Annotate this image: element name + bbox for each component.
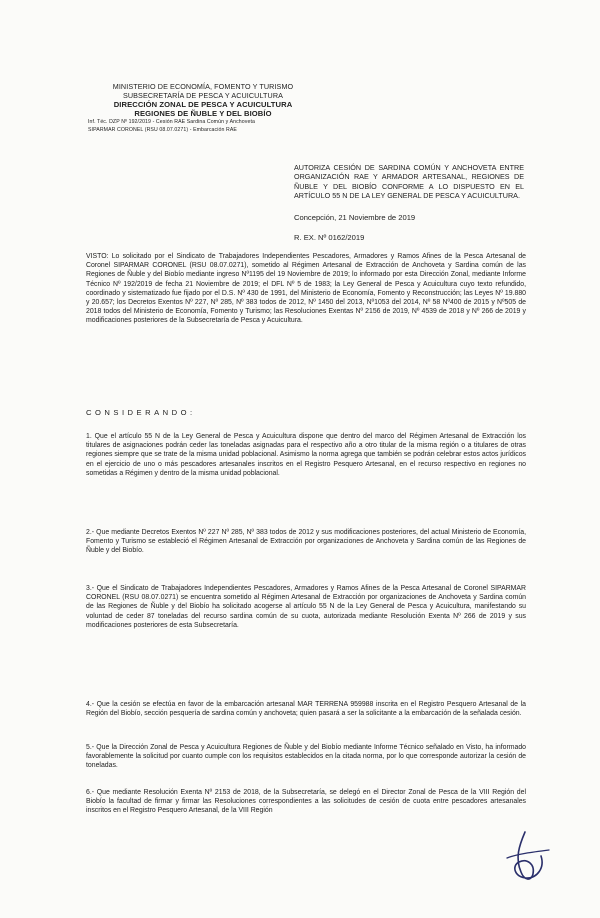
letterhead-reference-2: SIPARMAR CORONEL (RSU 08.07.0271) - Embarcación RAE <box>88 126 237 133</box>
considerando-4: 4.- Que la cesión se efectúa en favor de la embarcación artesanal MAR TERRENA 959988 inscrita en el Registro Pesquero Artesanal de la Región del Biobío, sección pesquería de sardina común y anchoveta; quien pasará a ser la solicitante a la embarcación de la señalada cesión. <box>86 701 526 718</box>
considerando-3: 3.- Que el Sindicato de Trabajadores Independientes Pescadores, Armadores y Ramos Afines de la Pesca Artesanal de Coronel SIPARMAR CORONEL (RSU 08.07.0271) se encuentra sometido al Régimen Artesanal de Extracción por organizaciones de Anchoveta y Sardina común de las Regiones de Ñuble y del Biobío ha solicitado acogerse al artículo 55 N de la Ley General de Pesca y Acuicultura, manifestando su voluntad de ceder 87 toneladas del recurso sardina común de su cuota, autorizada mediante Resolución Exenta Nº 266 de 2019 y sus modificaciones posteriores de esta Subsecretaría. <box>86 585 526 629</box>
letterhead-direction: DIRECCIÓN ZONAL DE PESCA Y ACUICULTURA <box>113 100 293 109</box>
considerando-2: 2.- Que mediante Decretos Exentos Nº 227 Nº 285, Nº 383 todos de 2012 y sus modificaciones posteriores, del actual Ministerio de Economía, Fomento y Turismo se estableció el Régimen Artesanal de Extracción por organizaciones de Anchoveta y Sardina común de las Regiones de Ñuble y del Biobío. <box>86 529 526 555</box>
resolution-subject: AUTORIZA CESIÓN DE SARDINA COMÚN Y ANCHOVETA ENTRE ORGANIZACIÓN RAE Y ARMADOR ARTESANAL, REGIONES DE ÑUBLE Y DEL BIOBÍO CONFORME A LO DISPUESTO EN EL ARTÍCULO 55 N DE LA LEY GENERAL DE PESCA Y ACUICULTURA. <box>294 163 524 200</box>
handwritten-signature <box>497 828 557 888</box>
letterhead-regions: REGIONES DE ÑUBLE Y DEL BIOBÍO <box>134 109 272 118</box>
resolution-number: R. EX. Nº 0162/2019 <box>294 233 365 242</box>
letterhead <box>88 82 318 133</box>
considerando-1: 1. Que el artículo 55 N de la Ley General de Pesca y Acuicultura dispone que dentro del marco del Régimen Artesanal de Extracción los titulares de asignaciones podrán ceder las toneladas asignadas para el respectivo año a otro titular de la misma región o a titulares de otras regiones siempre que se trate de la misma unidad poblacional. Asimismo la norma agrega que también se podrán celebrar estos actos jurídicos en el ejercicio de uno o más pescadores artesanales inscritos en el Registro Pesquero Artesanal, en el recurso respectivo en regiones no sometidas a Régimen y dentro de la misma unidad poblacional. <box>86 433 526 477</box>
considerando-heading: CONSIDERANDO: <box>86 408 196 417</box>
letterhead-reference-1: Inf. Téc. DZP Nº 192/2019 - Cesión RAE Sardina Común y Anchoveta <box>88 119 255 125</box>
considerando-6: 6.- Que mediante Resolución Exenta Nº 2153 de 2018, de la Subsecretaría, se delegó en el Director Zonal de Pesca de la VIII Región del Biobío la facultad de firmar y firmar las Resoluciones correspondientes a las solicitudes de cesión de cuota entre pescadores artesanales inscritos en el Registro Pesquero Artesanal, de la VIII Región <box>86 789 526 815</box>
considerando-5: 5.- Que la Dirección Zonal de Pesca y Acuicultura Regiones de Ñuble y del Biobío mediante Informe Técnico señalado en Visto, ha informado favorablemente la solicitud por cuanto cumple con los requisitos establecidos en la citada norma, por lo que corresponde autorizar la cesión de toneladas. <box>86 744 526 770</box>
visto-paragraph: VISTO: Lo solicitado por el Sindicato de Trabajadores Independientes Pescadores, Armadores y Ramos Afines de la Pesca Artesanal de Coronel SIPARMAR CORONEL (RSU 08.07.0271), sometido al Régimen Artesanal de Extracción de Anchoveta y Sardina común de las Regiones de Ñuble y del Biobío mediante ingreso Nº1195 del 19 Noviembre de 2019; lo informado por esta Dirección Zonal, mediante Informe Técnico Nº 192/2019 de fecha 21 Noviembre de 2019; el DFL Nº 5 de 1983; la Ley General de Pesca y Acuicultura cuyo texto refundido, coordinado y sistematizado fue fijado por el D.S. Nº 430 de 1991, del Ministerio de Economía, Fomento y Reconstrucción; las Leyes Nº 19.880 y 20.657; los Decretos Exentos Nº 227, Nº 285, Nº 383 todos de 2012, Nº 1450 del 2013, Nº1053 del 2014, Nº 58 Nº400 de 2015 y Nº505 de 2018 todos del Ministerio de Economía, Fomento y Turismo; las Resoluciones Exentas Nº 2156 de 2019, Nº 4539 de 2018 y Nº 266 de 2019 y modificaciones posteriores de la Subsecretaría de Pesca y Acuicultura. <box>86 253 526 325</box>
letterhead-subsecretary: SUBSECRETARÍA DE PESCA Y ACUICULTURA <box>122 91 284 100</box>
resolution-date: Concepción, 21 Noviembre de 2019 <box>294 213 416 222</box>
letterhead-ministry: MINISTERIO DE ECONOMÍA, FOMENTO Y TURISMO <box>112 82 294 91</box>
